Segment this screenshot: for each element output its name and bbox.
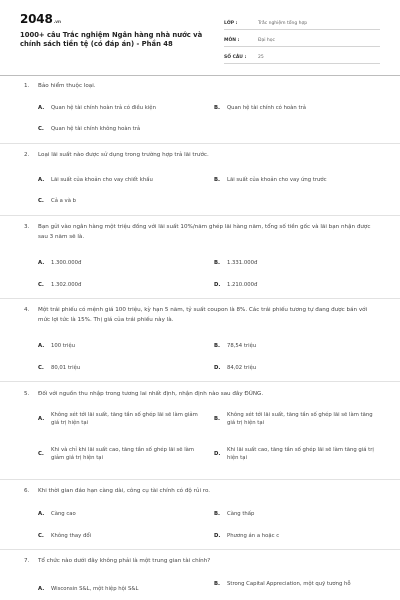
option-text: Khi và chỉ khi lãi suất cao, tăng tần số ghép lãi sẽ làm giảm giá trị hiện tại — [51, 447, 195, 461]
divider — [0, 549, 400, 550]
option-b[interactable] — [214, 176, 380, 184]
option-text: Quan hệ tài chính không hoàn trả — [51, 126, 141, 132]
option-text: 1.210.000đ — [227, 282, 258, 288]
option-c[interactable] — [38, 125, 208, 133]
option-d[interactable] — [214, 532, 380, 540]
option-text: 78,54 triệu — [227, 343, 257, 349]
option-a[interactable] — [38, 342, 208, 350]
option-letter: A. — [38, 260, 45, 266]
option-letter: D. — [214, 282, 221, 288]
question-text: Tổ chức nào dưới đây không phải là một trung gian tài chính? — [38, 558, 211, 564]
option-text: Strong Capital Appreciation, một quỹ tương hỗ — [227, 581, 351, 587]
question-number: 7. — [24, 558, 30, 564]
meta-info — [224, 13, 380, 64]
option-b[interactable] — [214, 510, 380, 518]
question-6 — [24, 486, 376, 496]
meta-value: Trắc nghiệm tổng hợp — [258, 21, 308, 26]
question-1 — [24, 81, 376, 91]
logo-suffix: .vn — [53, 20, 61, 25]
meta-key: SỐ CÂU : — [224, 55, 247, 60]
question-number: 4. — [24, 307, 30, 313]
meta-row-count — [224, 47, 380, 64]
question-number: 3. — [24, 224, 30, 230]
option-letter: A. — [38, 511, 45, 517]
option-text: Khi lãi suất cao, tăng tần số ghép lãi sẽ làm tăng giá trị hiện tại — [227, 447, 374, 461]
option-letter: C. — [38, 533, 44, 539]
question-4 — [24, 305, 376, 325]
option-letter: B. — [214, 416, 221, 422]
option-a[interactable] — [38, 104, 208, 112]
option-letter: B. — [214, 511, 221, 517]
option-c[interactable] — [38, 446, 208, 462]
option-text: 1.300.000đ — [51, 260, 82, 266]
question-text: Bảo hiểm thuộc loại. — [38, 83, 96, 89]
divider — [0, 298, 400, 299]
meta-value: 25 — [258, 55, 264, 60]
option-letter: A. — [38, 416, 45, 422]
question-number: 2. — [24, 152, 30, 158]
divider — [0, 479, 400, 480]
option-b[interactable] — [214, 259, 380, 267]
option-c[interactable] — [38, 281, 208, 289]
option-text: Không thay đổi — [51, 533, 92, 539]
meta-key: MÔN : — [224, 38, 240, 43]
question-text: Bạn gửi vào ngân hàng một triệu đồng với lãi suất 10%/năm ghép lãi hàng năm, tổng số tiền gốc và lãi bạn nhận được sau 3 năm sẽ là. — [38, 224, 371, 240]
option-text: Wisconsin S&L, một hiệp hội S&L — [51, 586, 139, 592]
option-text: Không xét tới lãi suất, tăng tần số ghép lãi sẽ làm tăng giá trị hiện tại — [227, 412, 373, 426]
header-divider — [0, 75, 400, 76]
question-2 — [24, 150, 376, 160]
question-number: 5. — [24, 391, 30, 397]
option-letter: B. — [214, 260, 221, 266]
question-3 — [24, 222, 376, 242]
option-b[interactable] — [214, 580, 380, 588]
meta-row-class — [224, 13, 380, 30]
meta-value: Đại học — [258, 38, 276, 43]
option-c[interactable] — [38, 364, 208, 372]
site-logo[interactable] — [20, 12, 61, 26]
option-letter: A. — [38, 177, 45, 183]
option-c[interactable] — [38, 197, 208, 205]
option-text: Quan hệ tài chính có hoàn trả — [227, 105, 306, 111]
option-b[interactable] — [214, 342, 380, 350]
option-letter: A. — [38, 343, 45, 349]
option-d[interactable] — [214, 364, 380, 372]
question-number: 1. — [24, 83, 30, 89]
option-b[interactable] — [214, 104, 380, 112]
option-text: Không xét tới lãi suất, tăng tần số ghép lãi sẽ làm giảm giá trị hiện tại — [51, 412, 198, 426]
option-a[interactable] — [38, 411, 208, 427]
option-b[interactable] — [214, 411, 380, 427]
option-text: Cả a và b — [51, 198, 76, 204]
question-5 — [24, 389, 376, 399]
divider — [0, 143, 400, 144]
meta-row-subject — [224, 30, 380, 47]
option-letter: C. — [38, 126, 44, 132]
option-letter: B. — [214, 343, 221, 349]
option-letter: A. — [38, 586, 45, 592]
option-text: 1.331.000đ — [227, 260, 258, 266]
question-text: Khi thời gian đáo hạn càng dài, công cụ tài chính có độ rủi ro. — [38, 488, 211, 494]
option-text: Phương án a hoặc c — [227, 533, 280, 539]
option-a[interactable] — [38, 176, 208, 184]
question-number: 6. — [24, 488, 30, 494]
option-letter: A. — [38, 105, 45, 111]
option-letter: D. — [214, 451, 221, 457]
option-text: Lãi suất của khoản cho vay ứng trước — [227, 177, 327, 183]
option-letter: C. — [38, 198, 44, 204]
option-text: Càng cao — [51, 511, 76, 517]
option-letter: B. — [214, 177, 221, 183]
option-d[interactable] — [214, 281, 380, 289]
option-text: Lãi suất của khoản cho vay chiết khấu — [51, 177, 153, 183]
option-letter: C. — [38, 365, 44, 371]
option-letter: C. — [38, 282, 44, 288]
option-text: Quan hệ tài chính hoàn trả có điều kiện — [51, 105, 156, 111]
question-text: Loại lãi suất nào được sử dụng trong trường hợp trả lãi trước. — [38, 152, 209, 158]
option-letter: C. — [38, 451, 44, 457]
option-text: 100 triệu — [51, 343, 76, 349]
page-title: 1000+ câu Trắc nghiệm Ngân hàng nhà nước và chính sách tiền tệ (có đáp án) - Phần 48 — [20, 31, 203, 48]
logo-main: 2048 — [20, 12, 53, 26]
option-text: 84,02 triệu — [227, 365, 257, 371]
question-7 — [24, 556, 376, 566]
option-c[interactable] — [38, 532, 208, 540]
divider — [0, 381, 400, 382]
option-a[interactable] — [38, 259, 208, 267]
option-text: Càng thấp — [227, 511, 255, 517]
question-text: Một trái phiếu có mệnh giá 100 triệu, kỳ hạn 5 năm, tỷ suất coupon là 8%. Các trái phiếu tương tự đang được bán với mức lợi tức là 15%. Thị giá của trái phiếu này là. — [38, 307, 368, 323]
option-letter: D. — [214, 365, 221, 371]
option-text: 80,01 triệu — [51, 365, 81, 371]
option-d[interactable] — [214, 446, 380, 462]
option-letter: B. — [214, 105, 221, 111]
meta-key: LỚP : — [224, 21, 238, 26]
option-a[interactable] — [38, 510, 208, 518]
option-letter: B. — [214, 581, 221, 587]
option-a[interactable] — [38, 585, 208, 593]
option-letter: D. — [214, 533, 221, 539]
question-text: Đối với nguồn thu nhập trong tương lai nhất định, nhận định nào sau đây ĐÚNG. — [38, 391, 264, 397]
divider — [0, 215, 400, 216]
option-text: 1.302.000đ — [51, 282, 82, 288]
